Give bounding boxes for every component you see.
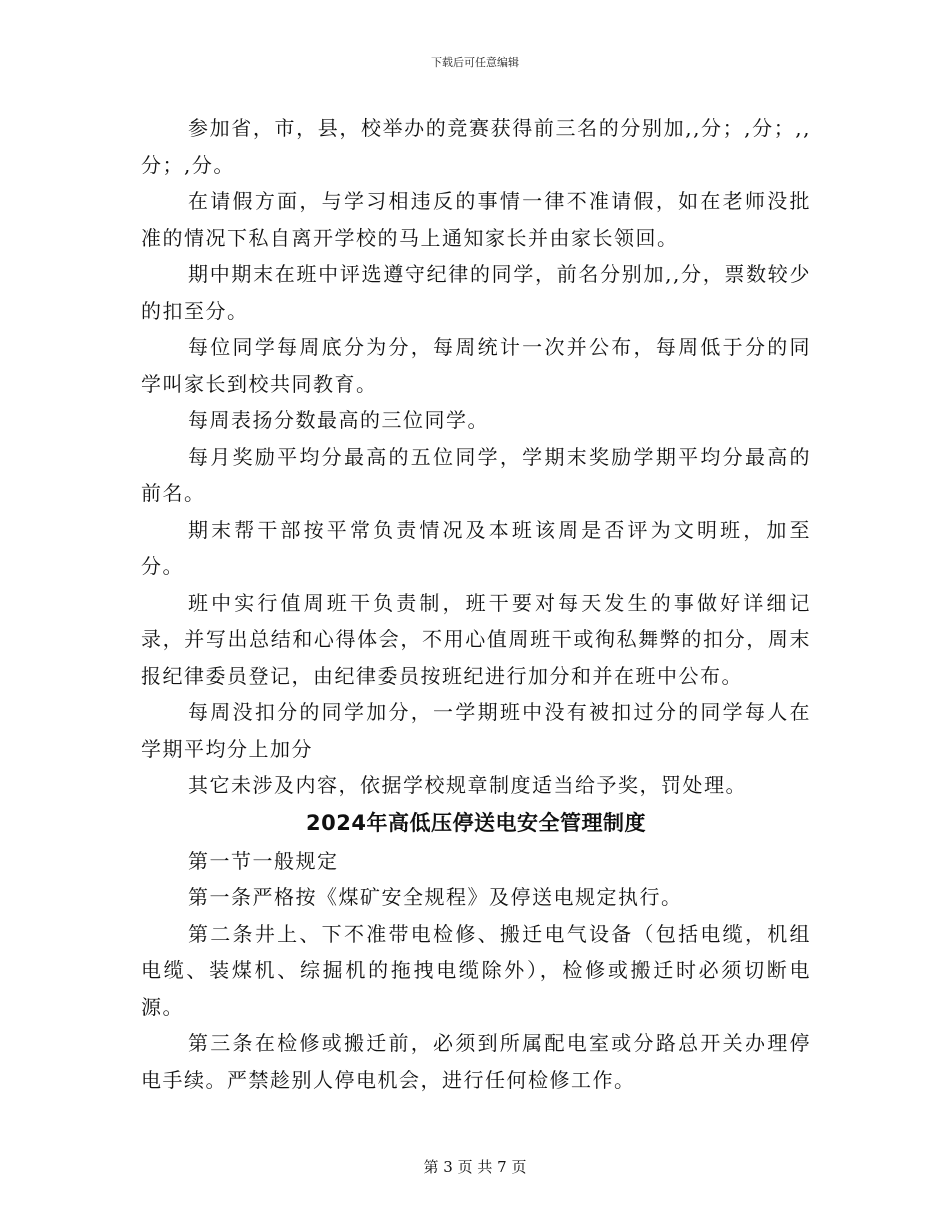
- paragraph: 期末帮干部按平常负责情况及本班该周是否评为文明班，加至分。: [141, 517, 811, 578]
- paragraph: 每月奖励平均分最高的五位同学，学期末奖励学期平均分最高的前名。: [141, 444, 811, 505]
- section-title: 2024年高低压停送电安全管理制度: [306, 810, 646, 835]
- article-paragraph: 第一条严格按《煤矿安全规程》及停送电规定执行。: [188, 885, 683, 909]
- article-paragraph: 第三条在检修或搬迁前，必须到所属配电室或分路总开关办理停电手续。严禁趁别人停电机会，进行任何检修工作。: [141, 1031, 811, 1092]
- page-header: 下载后可任意编辑: [431, 56, 519, 69]
- paragraph: 其它未涉及内容，依据学校规章制度适当给予奖，罚处理。: [188, 773, 747, 797]
- article-paragraph: 第二条井上、下不准带电检修、搬迁电气设备（包括电缆，机组电缆、装煤机、综掘机的拖拽电缆除外），检修或搬迁时必须切断电源。: [141, 921, 811, 1019]
- page-number: 第 3 页 共 7 页: [423, 1158, 527, 1176]
- paragraph: 在请假方面，与学习相违反的事情一律不准请假，如在老师没批准的情况下私自离开学校的马上通知家长并由家长领回。: [141, 189, 811, 250]
- paragraph: 参加省，市，县，校举办的竞赛获得前三名的分别加,,分；,分；,,分；,分。: [141, 116, 811, 177]
- paragraph: 每周表扬分数最高的三位同学。: [188, 408, 489, 432]
- paragraph: 期中期末在班中评选遵守纪律的同学，前名分别加,,分，票数较少的扣至分。: [141, 262, 811, 323]
- paragraph: 班中实行值周班干负责制，班干要对每天发生的事做好详细记录，并写出总结和心得体会，不用心值周班干或徇私舞弊的扣分，周末报纪律委员登记，由纪律委员按班纪进行加分和并在班中公布。: [141, 590, 811, 688]
- paragraph: 每位同学每周底分为分，每周统计一次并公布，每周低于分的同学叫家长到校共同教育。: [141, 335, 811, 396]
- section-heading: 第一节一般规定: [188, 848, 339, 873]
- document-body: [141, 110, 811, 1098]
- paragraph: 每周没扣分的同学加分，一学期班中没有被扣过分的同学每人在学期平均分上加分: [141, 700, 811, 761]
